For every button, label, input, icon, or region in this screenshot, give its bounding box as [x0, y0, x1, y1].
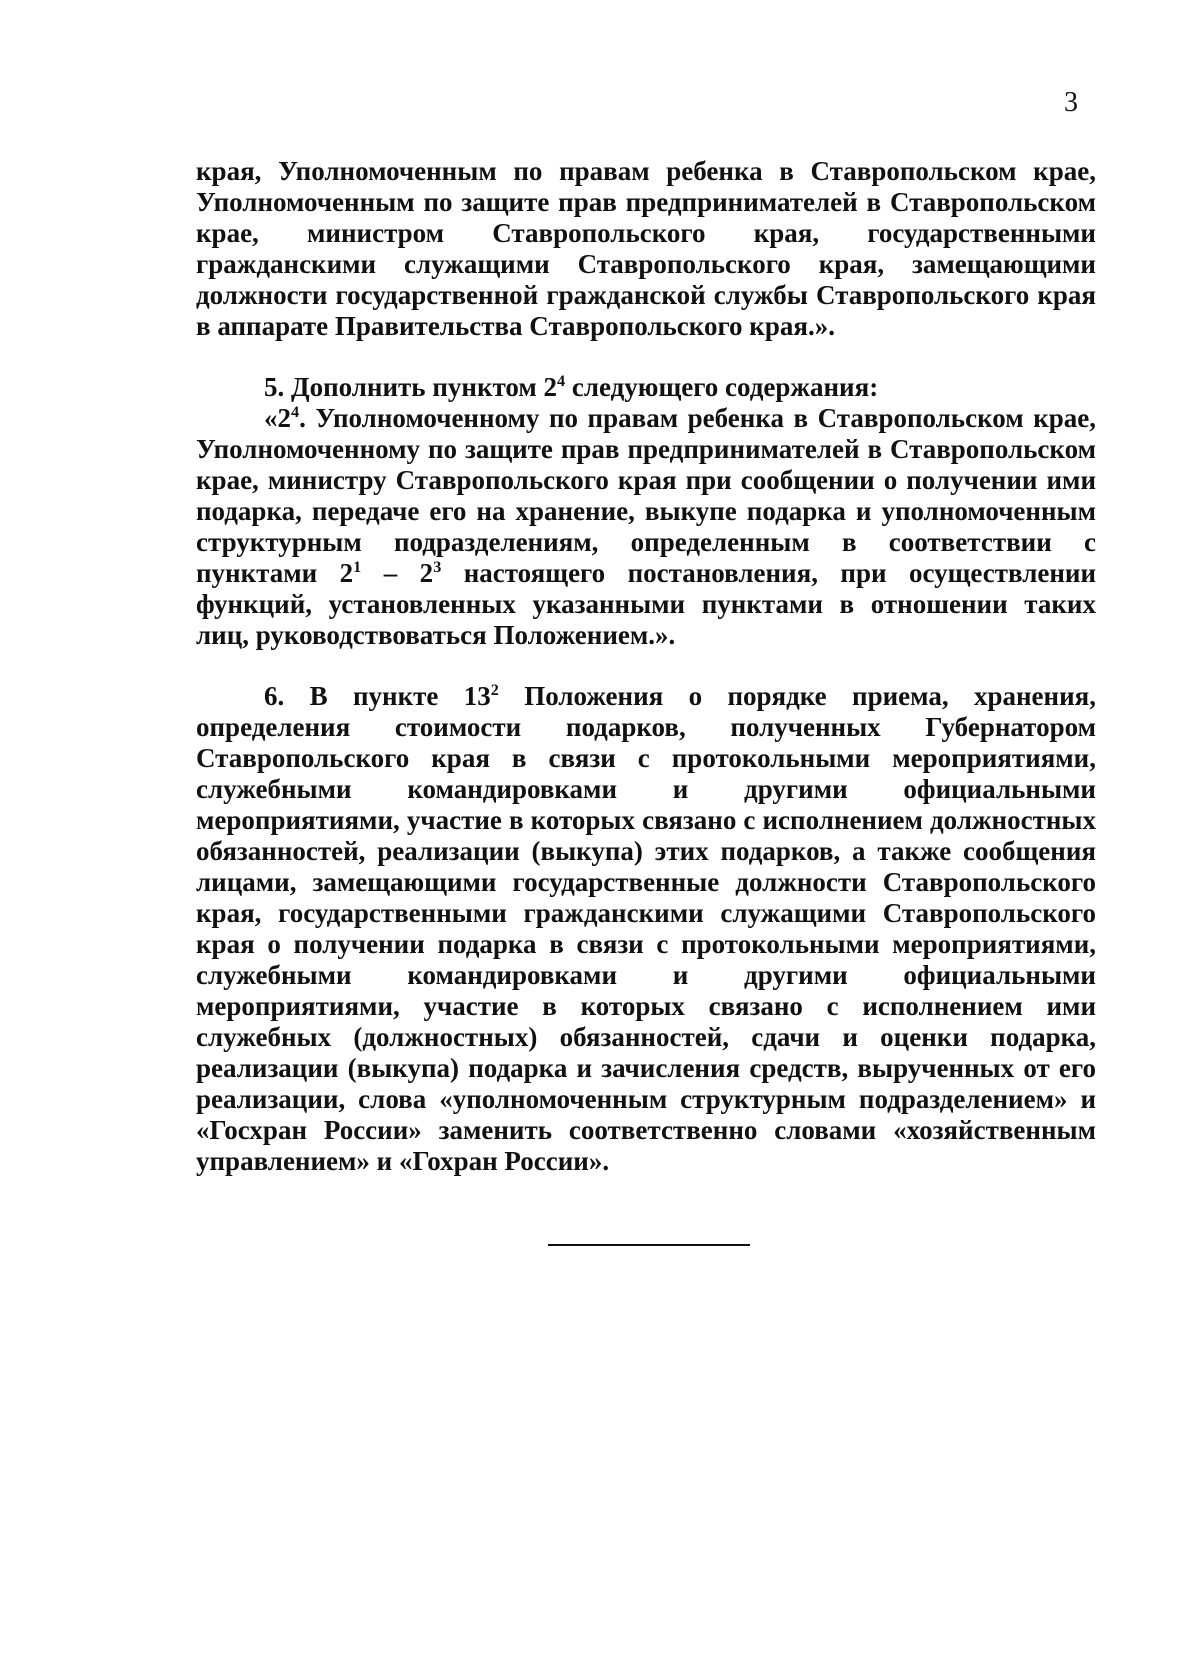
- clause-superscript-range-end: 3: [433, 558, 442, 576]
- item-5-lead: 5. Дополнить пунктом 2: [264, 372, 558, 402]
- page-number: 3: [1064, 87, 1078, 118]
- clause-superscript: 4: [291, 403, 300, 421]
- paragraph-continuation: [196, 156, 1096, 342]
- clause-lead: «2: [264, 403, 291, 433]
- clause-body: . Уполномоченному по правам ребенка в Ставропольском крае, Уполномоченному по защите прав предпринимателей в Ставропольском крае, министру Ставропольского края при сообщении о получении ими подарка, передаче его на хранение, выкупе подарка и уполномоченным структурным подразделениям, определенным в соответствии с пунктами 2: [196, 403, 1096, 588]
- document-body: [196, 156, 1096, 1177]
- item-5-superscript: 4: [557, 372, 566, 390]
- paragraph-item-5: [196, 372, 1096, 403]
- clause-tail: настоящего постановления, при осуществлении функций, установленных указанными пунктами в отношении таких лиц, руководствоваться Положением.».: [196, 558, 1097, 650]
- paragraph-text: края, Уполномоченным по правам ребенка в Ставропольском крае, Уполномоченным по защите прав предпринимателей в Ставропольском крае, министром Ставропольского края, государственными гражданскими служащими Ставропольского края, замещающими должности государственной гражданской службы Ставропольского края в аппарате Правительства Ставропольского края.».: [196, 156, 1096, 341]
- item-5-tail: следующего содержания:: [565, 372, 879, 402]
- clause-range-dash: – 2: [361, 558, 434, 588]
- clause-superscript-range-start: 1: [353, 558, 362, 576]
- paragraph-item-6: [196, 681, 1096, 1177]
- item-6-lead: 6. В пункте 13: [264, 681, 491, 711]
- end-of-document-rule: [548, 1244, 750, 1246]
- paragraph-gap: [196, 342, 1096, 372]
- item-6-tail: Положения о порядке приема, хранения, определения стоимости подарков, полученных Губернатором Ставропольского края в связи с протокольными мероприятиями, служебными командировками и другими официальными мероприятиями, участие в которых связано с исполнением должностных обязанностей, реализации (выкупа) этих подарков, а также сообщения лицами, замещающими государственные должности Ставропольского края, государственными гражданскими служащими Ставропольского края о получении подарка в связи с протокольными мероприятиями, служебными командировками и другими официальными мероприятиями, участие в которых связано с исполнением ими служебных (должностных) обязанностей, сдачи и оценки подарка, реализации (выкупа) подарка и зачисления средств, вырученных от его реализации, слова «уполномоченным структурным подразделением» и «Госхран России» заменить соответственно словами «хозяйственным управлением» и «Гохран России».: [196, 681, 1096, 1176]
- item-6-superscript: 2: [490, 681, 499, 699]
- paragraph-quoted-clause: [196, 403, 1096, 651]
- paragraph-gap: [196, 651, 1096, 681]
